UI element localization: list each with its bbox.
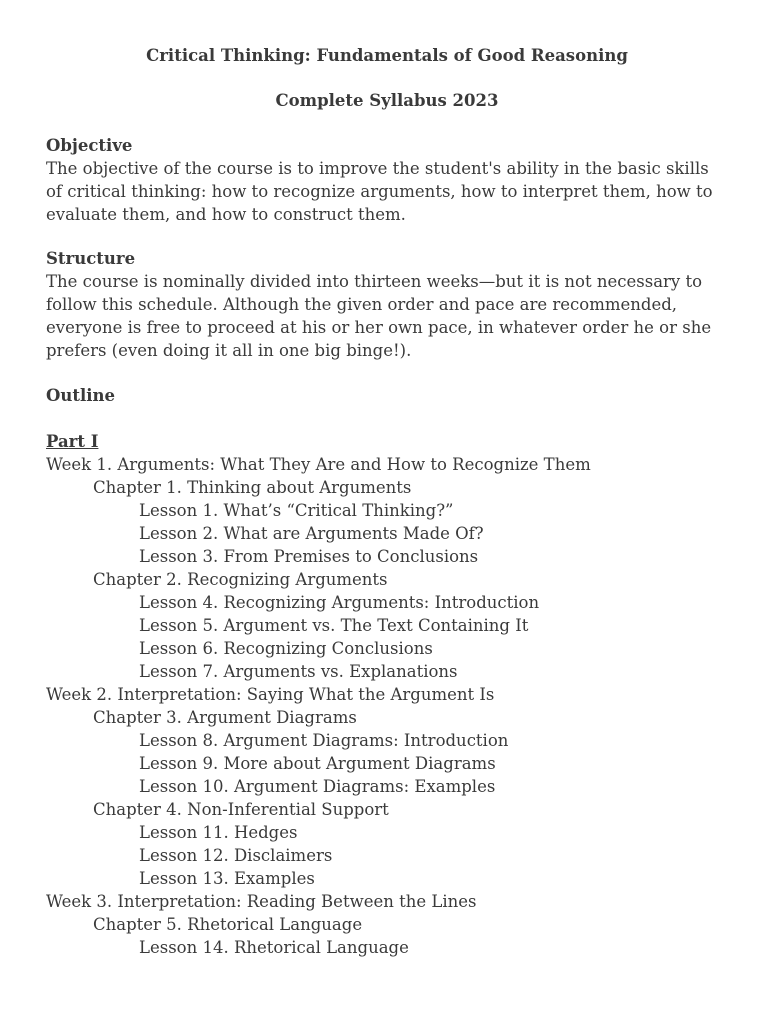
outline-chapter-item: Chapter 3. Argument Diagrams [93, 708, 357, 727]
outline-list [46, 453, 728, 959]
document-title: Critical Thinking: Fundamentals of Good Reasoning [146, 46, 628, 65]
outline-lesson-item: Lesson 12. Disclaimers [139, 846, 333, 865]
outline-lesson-item: Lesson 8. Argument Diagrams: Introduction [139, 731, 509, 750]
outline-week-item: Week 3. Interpretation: Reading Between the Lines [46, 892, 477, 911]
outline-section [46, 384, 728, 959]
outline-lesson-item: Lesson 3. From Premises to Conclusions [139, 547, 479, 566]
outline-lesson-item: Lesson 9. More about Argument Diagrams [139, 754, 496, 773]
structure-text: The course is nominally divided into thirteen weeks—but it is not necessary to follow this schedule. Although the given order and pace are recommended, everyone is free to proceed at his or her own pace, in whatever order he or she prefers (even doing it all in one big binge!). [46, 272, 712, 360]
outline-lesson-item: Lesson 13. Examples [139, 869, 315, 888]
outline-lesson-item: Lesson 11. Hedges [139, 823, 298, 842]
outline-lesson-item: Lesson 14. Rhetorical Language [139, 938, 409, 957]
outline-chapter-item: Chapter 5. Rhetorical Language [93, 915, 363, 934]
outline-week-item: Week 1. Arguments: What They Are and How to Recognize Them [46, 455, 591, 474]
outline-chapter-item: Chapter 4. Non-Inferential Support [93, 800, 389, 819]
outline-week-item: Week 2. Interpretation: Saying What the Argument Is [46, 685, 495, 704]
outline-lesson-item: Lesson 4. Recognizing Arguments: Introduction [139, 593, 540, 612]
outline-chapter-item: Chapter 2. Recognizing Arguments [93, 570, 388, 589]
outline-lesson-item: Lesson 1. What’s “Critical Thinking?” [139, 501, 454, 520]
structure-heading: Structure [46, 249, 136, 268]
objective-section [46, 134, 728, 226]
structure-section [46, 247, 728, 362]
document-subtitle: Complete Syllabus 2023 [275, 91, 499, 110]
outline-chapter-item: Chapter 1. Thinking about Arguments [93, 478, 412, 497]
objective-text: The objective of the course is to improve the student's ability in the basic skills of critical thinking: how to recognize arguments, how to interpret them, how to evaluate them, and how to construct them. [46, 159, 713, 224]
outline-heading: Outline [46, 386, 116, 405]
outline-lesson-item: Lesson 5. Argument vs. The Text Containing It [139, 616, 529, 635]
outline-lesson-item: Lesson 6. Recognizing Conclusions [139, 639, 433, 658]
outline-lesson-item: Lesson 10. Argument Diagrams: Examples [139, 777, 496, 796]
objective-heading: Objective [46, 136, 133, 155]
outline-lesson-item: Lesson 7. Arguments vs. Explanations [139, 662, 458, 681]
part-heading: Part I [46, 432, 99, 451]
outline-lesson-item: Lesson 2. What are Arguments Made Of? [139, 524, 484, 543]
